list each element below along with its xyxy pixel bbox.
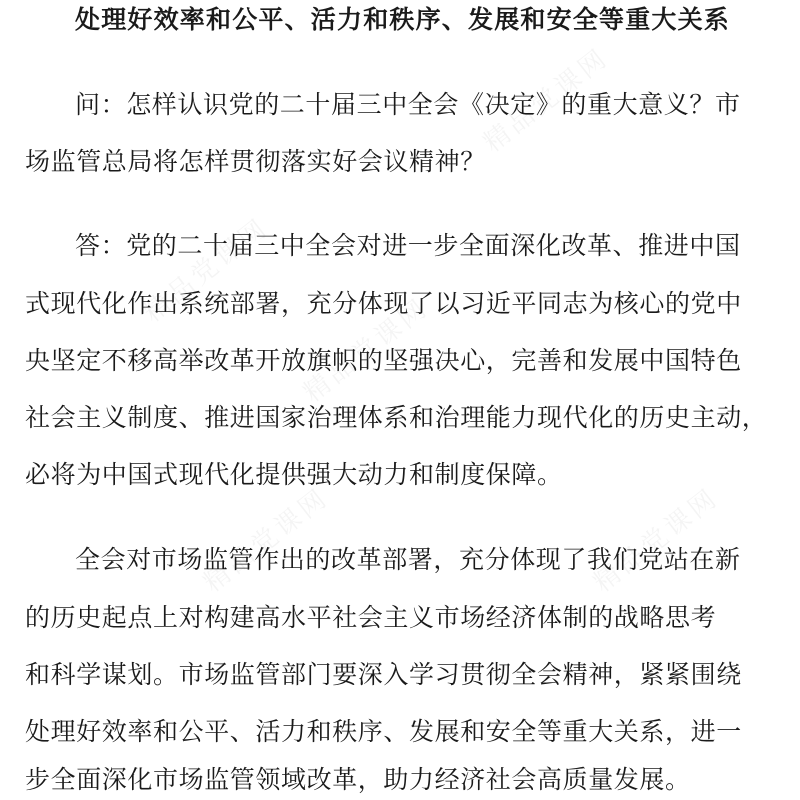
answer-line: 全会对市场监管作出的改革部署，充分体现了我们党站在新: [75, 545, 741, 574]
answer-line: 答：党的二十届三中全会对进一步全面深化改革、推进中国: [75, 231, 741, 260]
answer-line: 式现代化作出系统部署，充分体现了以习近平同志为核心的党中: [25, 289, 742, 318]
question-line: 场监管总局将怎样贯彻落实好会议精神？: [25, 147, 486, 176]
answer-line: 处理好效率和公平、活力和秩序、发展和安全等重大关系，进一: [25, 717, 742, 746]
section-heading: 处理好效率和公平、活力和秩序、发展和安全等重大关系: [75, 5, 731, 34]
watermark: [585, 478, 726, 600]
watermark: [195, 478, 336, 600]
answer-line: 和科学谋划。市场监管部门要深入学习贯彻全会精神，紧紧围绕: [25, 660, 742, 689]
answer-line: 的历史起点上对构建高水平社会主义市场经济体制的战略思考: [25, 603, 717, 632]
answer-line: 步全面深化市场监管领域改革，助力经济社会高质量发展。: [25, 765, 691, 794]
answer-line: 必将为中国式现代化提供强大动力和制度保障。: [25, 460, 563, 489]
answer-line: 社会主义制度、推进国家治理体系和治理能力现代化的历史主动，: [25, 403, 768, 432]
question-line: 问：怎样认识党的二十届三中全会《决定》的重大意义？市: [75, 90, 741, 119]
answer-line: 央坚定不移高举改革开放旗帜的坚强决心，完善和发展中国特色: [25, 346, 742, 375]
